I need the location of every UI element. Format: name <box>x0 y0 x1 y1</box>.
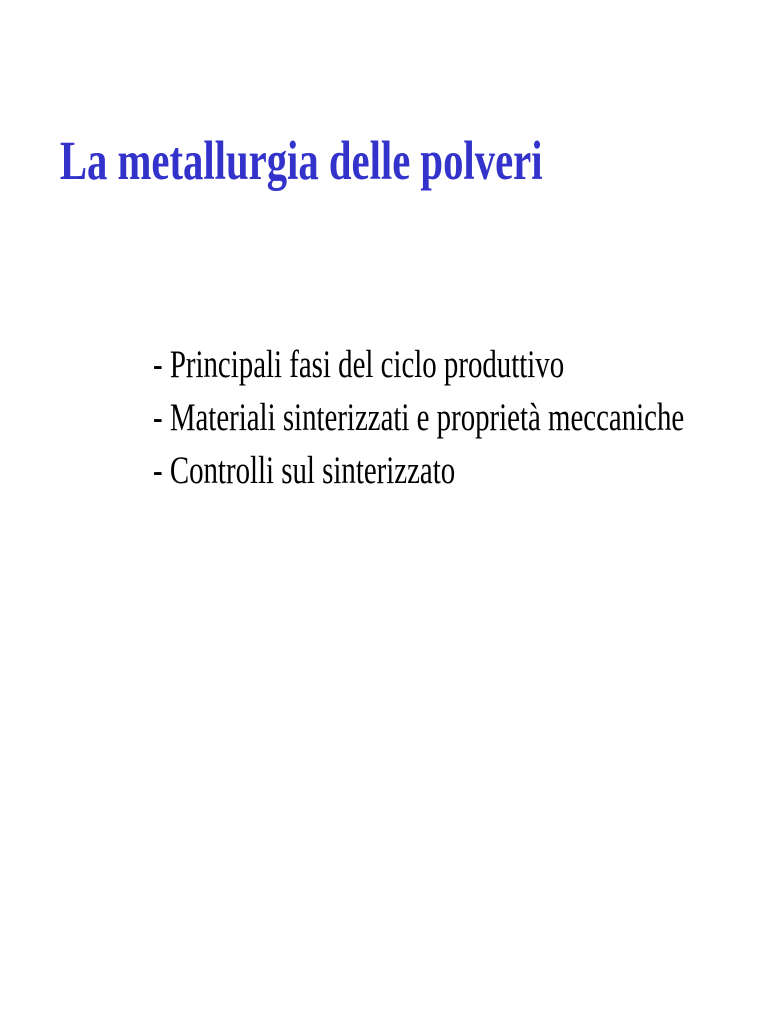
bullet-list <box>153 338 684 497</box>
bullet-item: - Controlli sul sinterizzato <box>153 449 456 492</box>
bullet-item: - Principali fasi del ciclo produttivo <box>153 343 565 386</box>
slide-title: La metallurgia delle polveri <box>59 130 543 191</box>
bullet-item: - Materiali sinterizzati e proprietà meccaniche <box>153 396 685 439</box>
